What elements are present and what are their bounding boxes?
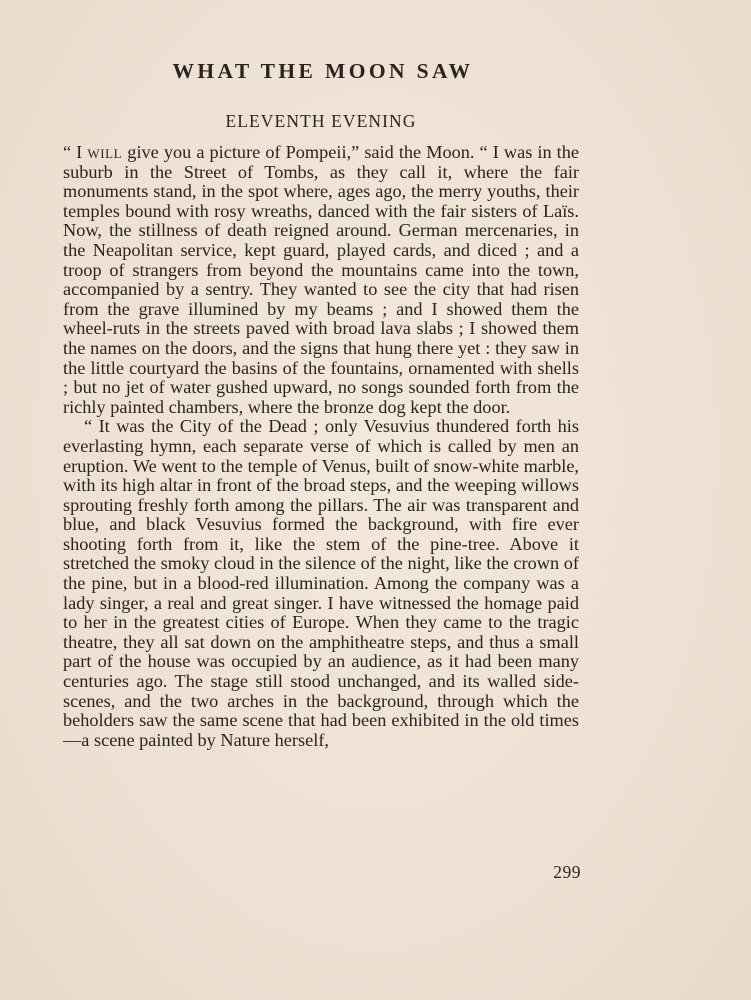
chapter-title: ELEVENTH EVENING [225, 111, 417, 131]
body-text [63, 143, 579, 750]
paragraph: “ It was the City of the Dead ; only Vesuvius thundered forth his everlasting hymn, each separate verse of which is called by men an eruption. We went to the temple of Venus, built of snow-white marble, with its high altar in front of the broad steps, and the weeping willows sprouting freshly forth among the pillars. The air was transparent and blue, and black Vesuvius formed the background, with fire ever shooting forth from it, like the stem of the pine-tree. Above it stretched the smoky cloud in the silence of the night, like the crown of the pine, but in a blood-red illumination. Among the company was a lady singer, a real and great singer. I have witnessed the homage paid to her in the greatest cities of Europe. When they came to the tragic theatre, they all sat down on the amphitheatre steps, and thus a small part of the house was occupied by an audience, as it had been many centuries ago. The stage still stood unchanged, and its walled side-scenes, and the two arches in the background, through which the beholders saw the same scene that had been exhibited in the old times—a scene painted by Nature herself, [63, 416, 579, 750]
paragraph-text: give you a picture of Pompeii,” said the Moon. “ I was in the suburb in the Street of Tombs, as they call it, where the fair monuments stand, in the spot where, ages ago, the merry youths, their temples bound with rosy wreaths, danced with the fair sisters of Laïs. Now, the stillness of death reigned around. German mercenaries, in the Neapolitan service, kept guard, played cards, and diced ; and a troop of strangers from beyond the mountains came into the town, accompanied by a sentry. They wanted to see the city that had risen from the grave illumined by my beams ; and I showed them the wheel-ruts in the streets paved with broad lava slabs ; I showed them the names on the doors, and the signs that hung there yet : they saw in the little courtyard the basins of the fountains, ornamented with shells ; but no jet of water gushed upward, no songs sounded forth from the richly painted chambers, where the bronze dog kept the door. [63, 142, 579, 417]
running-head-title: WHAT THE MOON SAW [172, 59, 474, 83]
opening-quote: “ I [63, 142, 88, 162]
page-number: 299 [553, 862, 581, 882]
small-caps-word: will [87, 142, 123, 162]
paragraph [63, 143, 579, 417]
book-page [63, 58, 579, 750]
